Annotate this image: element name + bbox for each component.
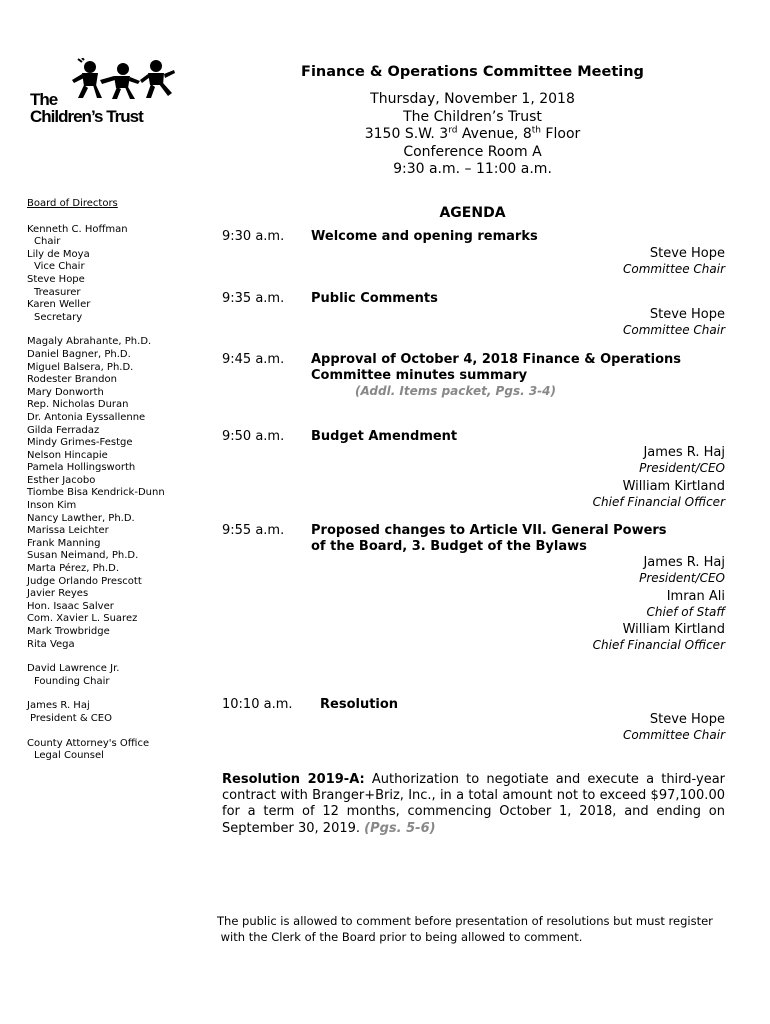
board-member: Mindy Grimes-Festge — [27, 437, 133, 449]
resolution-paragraph — [222, 772, 725, 837]
board-member: Inson Kim — [27, 500, 77, 512]
agenda-item-note: (Addl. Items packet, Pgs. 3-4) — [355, 384, 556, 398]
agenda-item-title: Welcome and opening remarks — [311, 229, 538, 244]
meeting-room: Conference Room A — [403, 143, 542, 160]
agenda-time: 9:30 a.m. — [222, 229, 285, 244]
board-member: Hon. Isaac Salver — [27, 600, 114, 612]
meeting-org: The Children’s Trust — [403, 108, 542, 125]
officer-name: Kenneth C. Hoffman — [27, 223, 128, 235]
presenter — [593, 622, 725, 653]
board-member: Rodester Brandon — [27, 374, 117, 386]
officer-name: Karen Weller — [27, 299, 91, 311]
board-member: Daniel Bagner, Ph.D. — [27, 348, 131, 360]
officer-role: Secretary — [34, 311, 83, 323]
board-member: Javier Reyes — [27, 588, 89, 600]
presenter-name: Steve Hope — [649, 246, 725, 261]
presenter-name: Imran Ali — [666, 589, 725, 604]
agenda-title: AGENDA — [439, 205, 506, 221]
presenter-role: Chief Financial Officer — [592, 495, 725, 509]
presenter-role: President/CEO — [639, 461, 725, 475]
presenter-name: Steve Hope — [649, 307, 725, 322]
presenter-role: President/CEO — [639, 571, 725, 585]
meeting-address: 3150 S.W. 3rd Avenue, 8th Floor — [364, 125, 581, 142]
board-member: Rep. Nicholas Duran — [27, 399, 129, 411]
meeting-header — [270, 64, 675, 179]
officer-role: Chair — [34, 236, 61, 248]
board-member: Dr. Antonia Eyssallenne — [27, 411, 146, 423]
president-ceo: James R. Haj President & CEO — [27, 700, 112, 724]
board-member: Com. Xavier L. Suarez — [27, 613, 138, 625]
resolution-pages: (Pgs. 5-6) — [364, 820, 436, 836]
presenter — [623, 307, 725, 338]
meeting-title: Finance & Operations Committee Meeting — [301, 64, 644, 80]
presenter-role: Committee Chair — [622, 728, 725, 742]
presenter-name: Steve Hope — [649, 712, 725, 727]
officer-role: Vice Chair — [34, 261, 85, 273]
officer-name: Steve Hope — [27, 273, 85, 285]
officer-role: Treasurer — [34, 286, 81, 298]
agenda-time: 9:35 a.m. — [222, 291, 285, 306]
board-member: Judge Orlando Prescott — [27, 575, 142, 587]
board-member: Susan Neimand, Ph.D. — [27, 550, 139, 562]
board-member: Tiombe Bisa Kendrick-Dunn — [27, 487, 165, 499]
agenda-time: 9:55 a.m. — [222, 523, 285, 538]
presenter — [647, 589, 725, 620]
agenda-time: 9:45 a.m. — [222, 352, 285, 367]
officer-name: Lily de Moya — [27, 248, 90, 260]
agenda-item-title: Resolution — [320, 697, 399, 712]
meeting-time: 9:30 a.m. – 11:00 a.m. — [393, 161, 552, 177]
agenda-item-title: Budget Amendment — [311, 429, 458, 444]
logo-line-1: The — [30, 90, 58, 109]
presenter-name: James R. Haj — [643, 445, 725, 460]
logo-line-2: Children’s Trust — [30, 107, 143, 126]
board-member: Mary Donworth — [27, 386, 104, 398]
presenter-role: Committee Chair — [622, 323, 725, 337]
presenter-role: Committee Chair — [622, 262, 725, 276]
presenter-role: Chief of Staff — [646, 605, 725, 619]
public-comment-note: The public is allowed to comment before presentation of resolutions but must register with the Clerk of the Board prior to being allowed to comment. — [217, 914, 713, 944]
presenter — [639, 555, 725, 586]
board-member: Pamela Hollingsworth — [27, 462, 136, 474]
resolution-label: Resolution 2019-A: — [222, 772, 365, 787]
presenter — [593, 479, 725, 510]
board-member: Magaly Abrahante, Ph.D. — [27, 336, 152, 348]
board-member: Miguel Balsera, Ph.D. — [27, 361, 134, 373]
board-member: Esther Jacobo — [27, 474, 96, 486]
presenter-role: Chief Financial Officer — [592, 638, 725, 652]
board-member: Marissa Leichter — [27, 525, 109, 537]
agenda-item-title: Public Comments — [311, 291, 438, 306]
officers-list — [27, 224, 217, 325]
agenda-item-title: Proposed changes to Article VII. General Powers of the Board, 3. Budget of the Bylaws — [311, 523, 667, 554]
board-member: Nancy Lawther, Ph.D. — [27, 512, 135, 524]
agenda-time: 9:50 a.m. — [222, 429, 285, 444]
meeting-date: Thursday, November 1, 2018 — [370, 91, 575, 107]
agenda-item-title: Approval of October 4, 2018 Finance & Operations Committee minutes summary (Addl. Items packet, Pgs. 3-4) — [311, 352, 682, 398]
board-member: Gilda Ferradaz — [27, 424, 100, 436]
founding-chair: David Lawrence Jr. Founding Chair — [27, 663, 120, 687]
members-list — [27, 336, 217, 651]
agenda-time: 10:10 a.m. — [222, 697, 293, 712]
childrens-trust-logo — [30, 58, 170, 130]
board-member: Mark Trowbridge — [27, 626, 110, 637]
presenter — [639, 445, 725, 476]
presenter-name: James R. Haj — [643, 555, 725, 570]
presenter — [623, 246, 725, 277]
presenter — [623, 712, 725, 743]
board-heading: Board of Directors — [27, 198, 118, 209]
legal-counsel: County Attorney's Office Legal Counsel — [27, 737, 150, 762]
board-member: Marta Pérez, Ph.D. — [27, 563, 119, 575]
presenter-name: William Kirtland — [622, 479, 725, 494]
board-member: Frank Manning — [27, 537, 101, 549]
board-member: Nelson Hincapie — [27, 449, 108, 461]
presenter-name: William Kirtland — [622, 622, 725, 637]
resolution-text: Authorization to negotiate and execute a third-year contract with Branger+Briz, Inc., in a total amount not to exceed $97,100.00 for a term of 12 months, commencing October 1, 2018, and ending on September 30, 2019. — [222, 772, 726, 836]
board-member: Rita Vega — [27, 638, 75, 650]
board-of-directors-sidebar — [27, 198, 217, 763]
